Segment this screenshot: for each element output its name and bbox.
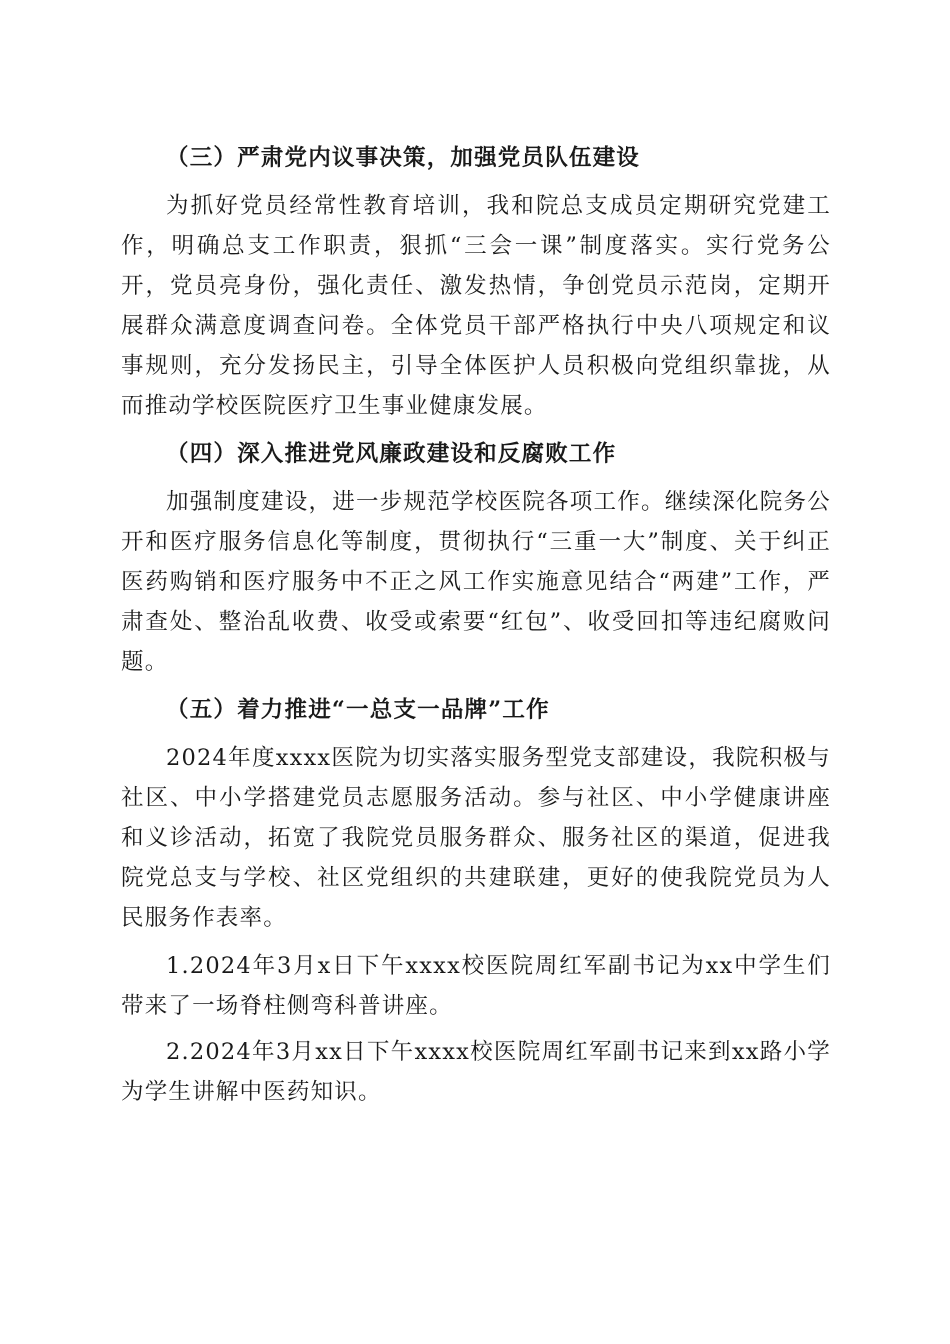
section-heading-5: （五）着力推进“一总支一品牌”工作 xyxy=(166,697,550,723)
list-item-2: 2.2024年3月xx日下午xxxx校医院周红军副书记来到xx路小学为学生讲解中医药知识。 xyxy=(121,1039,831,1105)
section-heading-3: （三）严肃党内议事决策，加强党员队伍建设 xyxy=(166,145,641,171)
section-heading-4: （四）深入推进党风廉政建设和反腐败工作 xyxy=(166,441,617,467)
document-body xyxy=(121,138,831,1118)
body-paragraph: 为抓好党员经常性教育培训，我和院总支成员定期研究党建工作，明确总支工作职责，狠抓“三会一课”制度落实。实行党务公开，党员亮身份，强化责任、激发热情，争创党员示范岗，定期开展群众满意度调查问卷。全体党员干部严格执行中央八项规定和议事规则，充分发扬民主，引导全体医护人员积极向党组织靠拢，从而推动学校医院医疗卫生事业健康发展。 xyxy=(121,193,831,419)
list-item-1: 1.2024年3月x日下午xxxx校医院周红军副书记为xx中学生们带来了一场脊柱侧弯科普讲座。 xyxy=(121,953,831,1019)
body-paragraph: 加强制度建设，进一步规范学校医院各项工作。继续深化院务公开和医疗服务信息化等制度，贯彻执行“三重一大”制度、关于纠正医药购销和医疗服务中不正之风工作实施意见结合“两建”工作，严肃查处、整治乱收费、收受或索要“红包”、收受回扣等违纪腐败问题。 xyxy=(121,489,831,675)
body-paragraph: 2024年度xxxx医院为切实落实服务型党支部建设，我院积极与社区、中小学搭建党员志愿服务活动。参与社区、中小学健康讲座和义诊活动，拓宽了我院党员服务群众、服务社区的渠道，促进我院党总支与学校、社区党组织的共建联建，更好的使我院党员为人民服务作表率。 xyxy=(121,745,831,931)
